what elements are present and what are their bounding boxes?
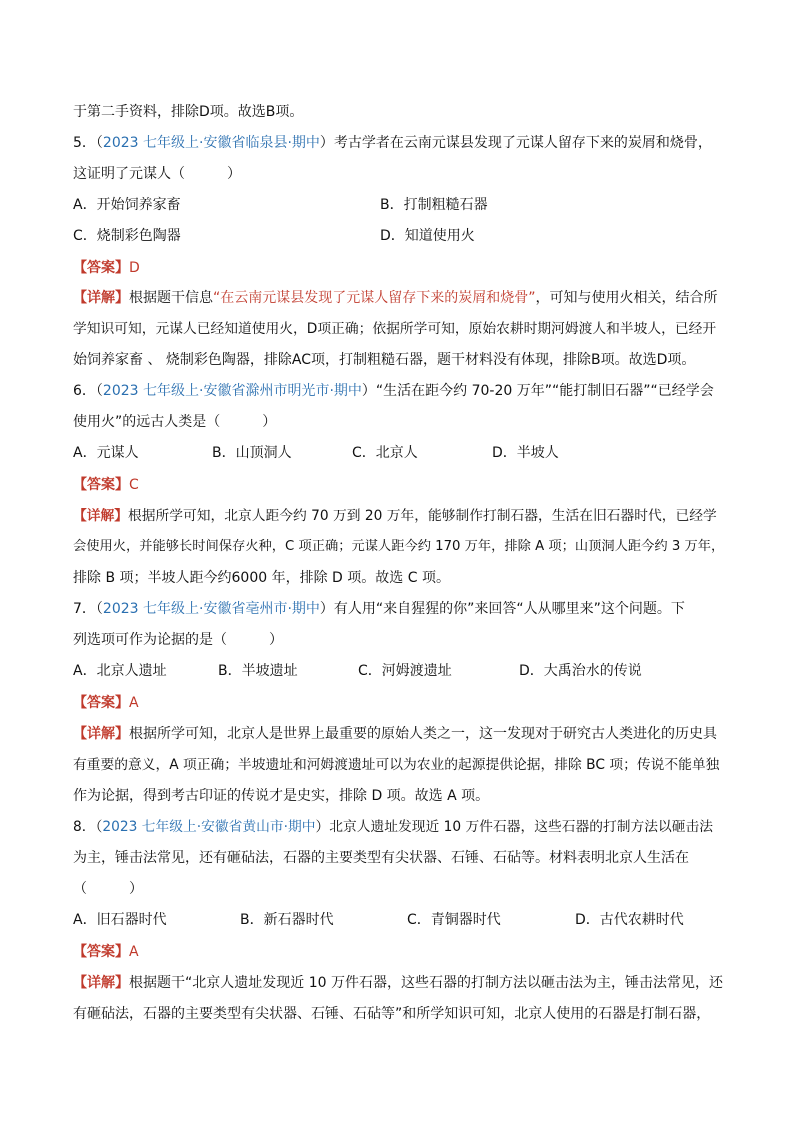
q7-option-c: C．河姆渡遗址 [358,663,452,679]
q6-number: 6．（ [73,383,103,399]
q6-option-b: B．山顶洞人 [212,445,292,461]
q6-stem-line2: 使用火”的远古人类是（ ） [73,414,277,430]
q8-option-a: A．旧石器时代 [73,912,167,928]
q6-option-a: A．元谋人 [73,445,139,461]
q5-source: 2023 七年级上·安徽省临泉县·期中 [102,135,320,151]
q8-option-d: D．古代农耕时代 [575,912,684,928]
q6-stem-line1 [73,381,714,401]
q5-option-a: A．开始饲养家畜 [73,197,181,213]
q7-detail-line2: 有重要的意义，A 项正确；半坡遗址和河姆渡遗址可以为农业的起源提供论据，排除 BC 项；传说不能单独 [73,757,720,773]
q6-source-close: ） [361,383,376,399]
q8-answer-tag: 【答案】 [73,944,129,960]
q5-detail-line2: 学知识可知，元谋人已经知道使用火，D项正确；依据所学可知，原始农耕时期河姆渡人和半坡人，已经开 [73,321,717,337]
q7-detail-line3: 作为论据，得到考古印证的传说才是史实，排除 D 项。故选 A 项。 [73,788,490,804]
q5-stem-line1 [73,133,712,153]
q8-stem-line3: （ ） [73,881,143,897]
q8-stem-line1 [73,817,713,837]
q7-source-close: ） [319,601,334,617]
q8-stem-text: 北京人遗址发现近 10 万件石器，这些石器的打制方法以砸击法 [329,819,713,835]
intro-line: 于第二手资料，排除D项。故选B项。 [73,104,304,120]
q5-option-d: D．知道使用火 [380,228,475,244]
q5-detail-line1 [73,288,718,308]
q5-number: 5．（ [73,135,103,151]
q5-option-c: C．烧制彩色陶器 [73,228,181,244]
q5-answer-tag: 【答案】 [73,260,129,276]
q6-source: 2023 七年级上·安徽省滁州市明光市·期中 [102,383,362,399]
q7-option-d: D．大禹治水的传说 [519,663,642,679]
q7-source: 2023 七年级上·安徽省亳州市·期中 [102,601,320,617]
q7-stem-text: 有人用“来自猩猩的你”来回答“人从哪里来”这个问题。下 [333,601,685,617]
q8-source-close: ） [315,819,330,835]
q5-detail-post: ，可知与使用火相关，结合所 [535,290,718,306]
q5-option-b: B．打制粗糙石器 [380,197,488,213]
q6-option-d: D．半坡人 [492,445,559,461]
q8-option-b: B．新石器时代 [240,912,334,928]
q6-stem-text: “生活在距今约 70-20 万年”“能打制旧石器”“已经学会 [375,383,714,399]
q8-detail-text: 根据题干“北京人遗址发现近 10 万件石器，这些石器的打制方法以砸击法为主，锤击法常见，还 [129,975,723,991]
q7-answer-value: A [129,695,139,711]
q5-stem-line2: 这证明了元谋人（ ） [73,166,241,182]
q6-answer-tag: 【答案】 [73,477,129,493]
q5-answer-line [73,258,140,278]
q6-answer-value: C [129,477,139,493]
q6-detail-line1 [73,506,717,526]
q5-detail-quote: “在云南元谋县发现了元谋人留存下来的炭屑和烧骨” [213,290,536,306]
q7-answer-line [73,693,139,713]
q5-detail-pre: 根据题干信息 [129,290,213,306]
q5-answer-value: D [129,260,140,276]
q6-detail-line3: 排除 B 项；半坡人距今约6000 年，排除 D 项。故选 C 项。 [73,570,450,586]
q8-detail-line1 [73,973,723,993]
q7-detail-line1 [73,724,717,744]
q5-stem-text: 考古学者在云南元谋县发现了元谋人留存下来的炭屑和烧骨， [333,135,712,151]
q6-detail-line2: 会使用火，并能够长时间保存火种，C 项正确；元谋人距今约 170 万年，排除 A 项；山顶洞人距今约 3 万年， [73,539,725,554]
q8-option-c: C．青铜器时代 [407,912,501,928]
q7-stem-line2: 列选项可作为论据的是（ ） [73,632,283,648]
q8-detail-line2: 有砸砧法，石器的主要类型有尖状器、石锤、石砧等”和所学知识可知，北京人使用的石器是打制石器， [73,1006,711,1022]
q7-number: 7．（ [73,601,103,617]
q8-stem-line2: 为主，锤击法常见，还有砸砧法，石器的主要类型有尖状器、石锤、石砧等。材料表明北京人生活在 [73,850,689,866]
q8-answer-value: A [129,944,139,960]
q8-source: 2023 七年级上·安徽省黄山市·期中 [102,819,316,835]
q6-detail-text: 根据所学可知，北京人距今约 70 万到 20 万年，能够制作打制石器，生活在旧石器时代，已经学 [128,508,717,524]
q7-option-b: B．半坡遗址 [218,663,298,679]
q7-detail-tag: 【详解】 [73,726,129,742]
q8-answer-line [73,942,139,962]
q5-source-close: ） [319,135,334,151]
q6-option-c: C．北京人 [352,445,418,461]
q7-option-a: A．北京人遗址 [73,663,167,679]
q8-detail-tag: 【详解】 [73,975,129,991]
q7-detail-text: 根据所学可知，北京人是世界上最重要的原始人类之一，这一发现对于研究古人类进化的历史具 [129,726,717,742]
q6-detail-tag: 【详解】 [73,508,129,524]
q5-detail-tag: 【详解】 [73,290,129,306]
q5-detail-line3: 始饲养家畜 、 烧制彩色陶器，排除AC项，打制粗糙石器，题干材料没有体现，排除B项。故选D项。 [73,352,696,368]
q8-number: 8．（ [73,819,103,835]
q6-answer-line [73,475,139,495]
q7-answer-tag: 【答案】 [73,695,129,711]
q7-stem-line1 [73,599,685,619]
